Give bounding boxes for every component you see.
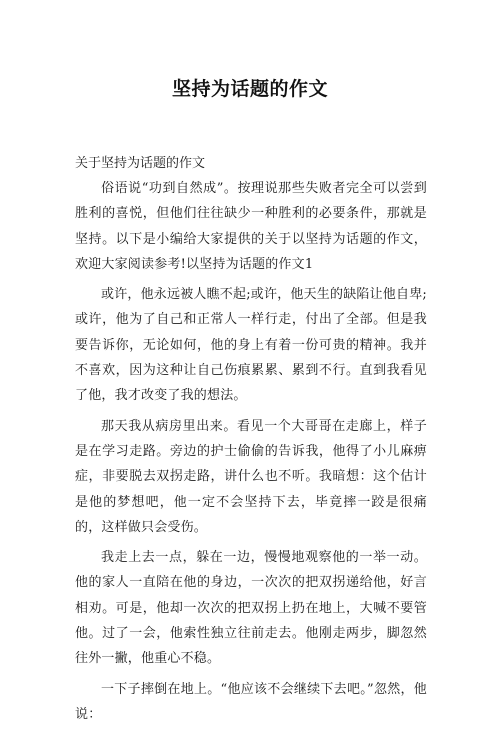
paragraph: 俗语说“功到自然成”。按理说那些失败者完全可以尝到胜利的喜悦，但他们往往缺少一种胜利的必要条件，那就是坚持。以下是小编给大家提供的关于以坚持为话题的作文，欢迎大家阅读参考!以坚持为话题的作文1 <box>75 181 427 272</box>
paragraph: 一下子摔倒在地上。“他应该不会继续下去吧。”忽然，他说： <box>75 681 427 722</box>
document-subtitle: 关于坚持为话题的作文 <box>75 156 206 171</box>
document-body <box>75 176 427 732</box>
paragraph: 我走上去一点，躲在一边，慢慢地观察他的一举一动。他的家人一直陪在他的身边，一次次的把双拐递给他，好言相劝。可是，他却一次次的把双拐上扔在地上，大喊不要管他。过了一会，他索性独立往前走去。他刚走两步，脚忽然往外一撇，他重心不稳。 <box>75 550 427 667</box>
paragraph: 那天我从病房里出来。看见一个大哥哥在走廊上，样子是在学习走路。旁边的护士偷偷的告诉我，他得了小儿麻痹症，非要脱去双拐走路，讲什么也不听。我暗想：这个估计是他的梦想吧，他一定不会坚持下去，毕竟摔一跤是很痛的，这样做只会受伤。 <box>75 418 427 535</box>
paragraph: 或许，他永远被人瞧不起;或许，他天生的缺陷让他自卑;或许，他为了自己和正常人一样行走，付出了全部。但是我要告诉你，无论如何，他的身上有着一份可贵的精神。我并不喜欢，因为这种让自己伤痕累累、累到不行。直到我看见了他，我才改变了我的想法。 <box>75 287 427 404</box>
document-title: 坚持为话题的作文 <box>171 78 328 100</box>
